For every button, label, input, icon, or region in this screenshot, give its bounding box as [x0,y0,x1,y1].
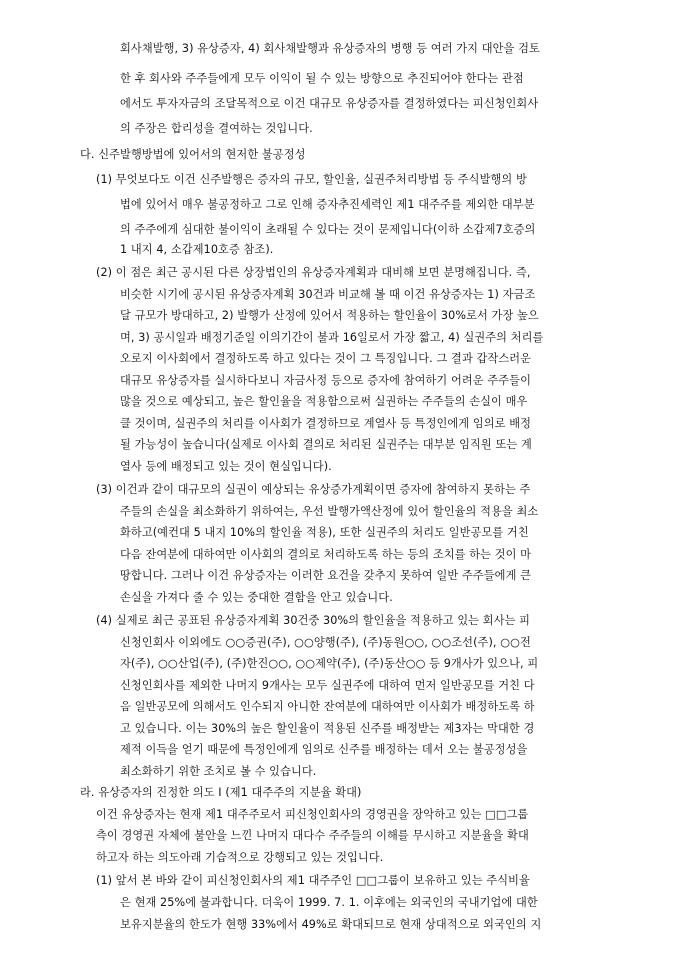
section-heading: 다. 신주발행방법에 있어서의 현저한 불공정성 [80,148,306,161]
paragraph-line: (4) 실제로 최근 공표된 유상증자계획 30건중 30%의 할인율을 적용하고 있는 회사는 피 [96,614,531,627]
paragraph-line: (1) 앞서 본 바와 같이 피신청인회사의 제1 대주주인 □□그룹이 보유하고 있는 주식비율 [96,874,530,887]
intro-line: 의 주장은 합리성을 결여하는 것입니다. [120,122,313,135]
paragraph-line: 고 있습니다. 이는 30%의 높은 할인율이 적용된 신주를 배정받는 제3자는 막대한 경 [120,722,535,735]
paragraph-line: (1) 무엇보다도 이건 신주발행은 증자의 규모, 할인율, 실권주처리방법 등 주식발행의 방 [96,173,527,186]
section-heading: 라. 유상증자의 진정한 의도 Ⅰ (제1 대주주의 지분율 확대) [80,786,362,799]
paragraph-line: (3) 이건과 같이 대규모의 실권이 예상되는 유상증가계획이면 증자에 참여하지 못하는 주 [96,483,531,496]
paragraph-line: 제적 이득을 얻기 때문에 특정인에게 임의로 신주를 배정하는 데서 오는 불공정성을 [120,743,528,756]
paragraph-line: 의 주주에게 심대한 불이익이 초래될 수 있다는 것이 문제입니다(이하 소갑제7호증의 [120,223,536,236]
paragraph-line: 며, 3) 공시일과 배정기준일 이의기간이 불과 16일로서 가장 짧고, 4) 실권주의 처리를 [120,331,544,344]
paragraph-line: 비슷한 시기에 공시된 유상증자계획 30건과 비교해 볼 때 이건 유상증자는 1) 자금조 [120,288,536,301]
paragraph-line: 될 가능성이 높습니다(실제로 이사회 결의로 처리된 실권주는 대부분 임직원 또는 계 [120,438,532,451]
paragraph-line: 하고자 하는 의도아래 기습적으로 강행되고 있는 것입니다. [96,851,384,864]
paragraph-line: 자(주), ○○산업(주), (주)한진○○, ○○제약(주), (주)동산○○ 등 9개사가 있으나, 피 [120,657,539,670]
paragraph-line: 측이 경영권 자체에 불안을 느낀 나머지 대다수 주주들의 이해를 무시하고 지분율을 확대 [96,829,529,842]
paragraph-line: 이건 유상증자는 현재 제1 대주주로서 피신청인회사의 경영권을 장악하고 있는 □□그룹 [96,808,529,821]
paragraph-line: 법에 있어서 매우 불공정하고 그로 인해 증자추진세력인 제1 대주주를 제외한 대부분 [120,198,535,211]
paragraph-line: 주들의 손실을 최소화하기 위하여는, 우선 발행가액산정에 있어 할인율의 적용을 최소 [120,505,539,518]
paragraph-line: 달 규모가 방대하고, 2) 발행가 산정에 있어서 적용하는 할인율이 30%로서 가장 높으 [120,309,539,322]
intro-line: 한 후 회사와 주주들에게 모두 이익이 될 수 있는 방향으로 추진되어야 한다는 관점 [120,72,524,85]
paragraph-line: 많을 것으로 예상되고, 높은 할인율을 적용함으로써 실권하는 주주들의 손실이 매우 [120,395,528,408]
intro-line: 회사채발행, 3) 유상증자, 4) 회사채발행과 유상증자의 병행 등 여러 가지 대안을 검토 [120,42,540,55]
paragraph-line: 다음 잔여분에 대하여만 이사회의 결의로 처리하도록 하는 등의 조치를 하는 것이 마 [120,548,532,561]
paragraph-line: 음 일반공모에 의해서도 인수되지 아니한 잔여분에 대하여만 이사회가 배정하도록 하 [120,700,535,713]
paragraph-line: 최소화하기 위한 조치로 볼 수 있습니다. [120,765,317,778]
paragraph-line: 오로지 이사회에서 결정하도록 하고 있다는 것이 그 특징입니다. 그 결과 갑작스러운 [120,352,532,365]
paragraph-line: 열사 등에 배정되고 있는 것이 현실입니다). [120,460,332,473]
paragraph-line: 손실을 가져다 줄 수 있는 중대한 결함을 안고 있습니다. [120,591,393,604]
paragraph-line: (2) 이 점은 최근 공시된 다른 상장법인의 유상증자계획과 대비해 보면 분명해집니다. 즉, [96,266,531,279]
paragraph-line: 땅합니다. 그러나 이건 유상증자는 이러한 요건을 갖추지 못하여 일반 주주들에게 큰 [120,569,532,582]
paragraph-line: 은 현재 25%에 불과합니다. 더욱이 1999. 7. 1. 이후에는 외국인의 국내기업에 대한 [120,896,538,909]
intro-line: 에서도 투자자금의 조달목적으로 이건 대규모 유상증자를 결정하였다는 피신청인회사 [120,97,539,110]
paragraph-line: 대규모 유상증자를 실시하다보니 자금사정 등으로 증자에 참여하기 어려운 주주들이 [120,374,532,387]
paragraph-line: 화하고(예컨대 5 내지 10%의 할인율 적용), 또한 실권주의 처리도 일반공모를 거친 [120,526,529,539]
paragraph-line: 클 것이며, 실권주의 처리를 이사회가 결정하므로 계열사 등 특정인에게 임의로 배정 [120,417,532,430]
paragraph-line: 1 내지 4, 소갑제10호증 참조). [120,243,274,256]
paragraph-line: 신청인회사를 제외한 나머지 9개사는 모두 실권주에 대하여 먼저 일반공모를 거친 다 [120,679,535,692]
paragraph-line: 신청인회사 이외에도 ○○증권(주), ○○양행(주), (주)동원○○, ○○조선(주), ○○전 [120,636,531,649]
paragraph-line: 보유지분율의 한도가 현행 33%에서 49%로 확대되므로 현재 상대적으로 외국인의 지 [120,918,542,931]
